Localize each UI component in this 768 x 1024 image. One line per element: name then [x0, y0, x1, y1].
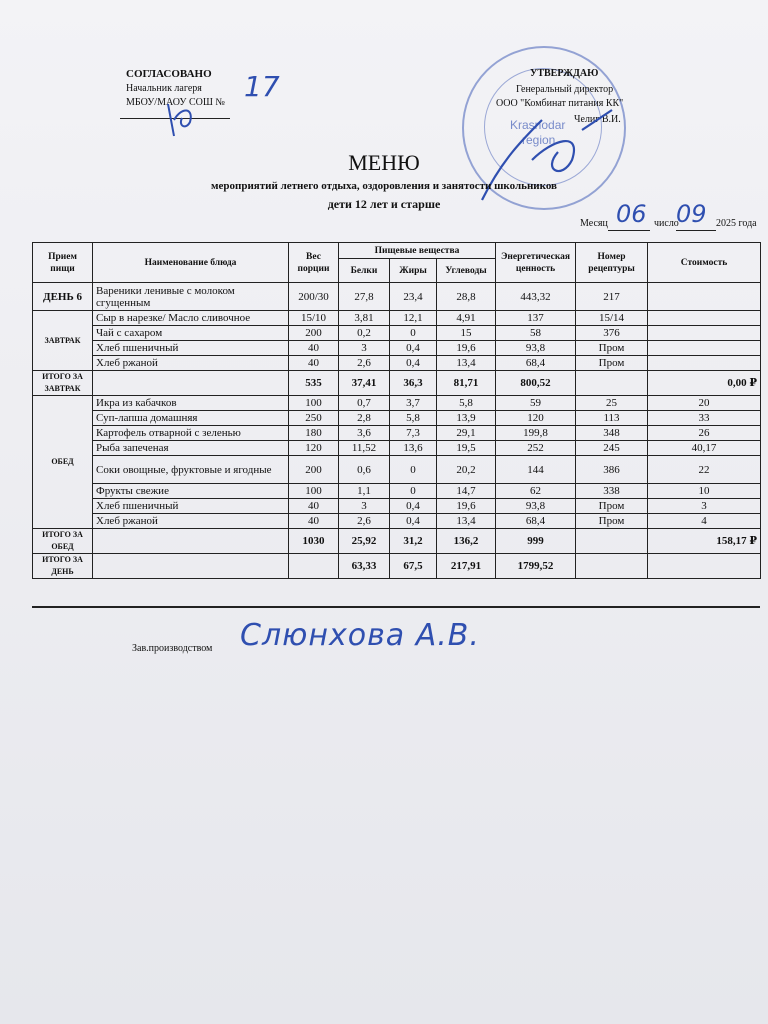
energy: 68,4 [496, 514, 576, 529]
dish-name-empty [93, 371, 289, 396]
table-row [33, 326, 761, 341]
carbs: 81,71 [437, 371, 496, 396]
total-label: ИТОГО ЗА ЗАВТРАК [33, 371, 93, 396]
protein: 2,6 [339, 514, 390, 529]
weight: 40 [289, 514, 339, 529]
menu-table [32, 242, 761, 579]
day-label: число [654, 218, 679, 229]
recipe-empty [576, 371, 648, 396]
fat: 5,8 [390, 411, 437, 426]
recipe: 376 [576, 326, 648, 341]
table-row [33, 283, 761, 311]
subtitle-age: дети 12 лет и старше [327, 197, 441, 211]
signature-handwritten: Слюнхова А.В. [240, 618, 480, 653]
table-row [33, 311, 761, 326]
fat: 13,6 [390, 441, 437, 456]
energy: 999 [496, 529, 576, 554]
carbs: 13,9 [437, 411, 496, 426]
table-row [33, 499, 761, 514]
weight: 100 [289, 396, 339, 411]
protein: 63,33 [339, 554, 390, 579]
dish-name-empty [93, 529, 289, 554]
director-label: Генеральный директор [516, 84, 614, 95]
recipe: 113 [576, 411, 648, 426]
cost [648, 311, 761, 326]
dish-name: Чай с сахаром [93, 326, 289, 341]
day-value: 09 [676, 200, 707, 228]
fat: 3,7 [390, 396, 437, 411]
weight: 200 [289, 456, 339, 484]
carbs: 217,91 [437, 554, 496, 579]
dish-name: Сыр в нарезке/ Масло сливочное [93, 311, 289, 326]
cost: 20 [648, 396, 761, 411]
carbs: 15 [437, 326, 496, 341]
cost [648, 356, 761, 371]
fat: 0,4 [390, 514, 437, 529]
day-underline [676, 230, 716, 231]
weight-empty [289, 554, 339, 579]
dish-name-empty [93, 554, 289, 579]
protein: 2,6 [339, 356, 390, 371]
breakfast-total-row [33, 371, 761, 396]
cost: 158,17 ₽ [648, 529, 761, 554]
weight: 120 [289, 441, 339, 456]
cost-empty [648, 554, 761, 579]
table-row [33, 356, 761, 371]
fat: 0,4 [390, 341, 437, 356]
energy: 144 [496, 456, 576, 484]
carbs: 13,4 [437, 514, 496, 529]
fat: 0 [390, 326, 437, 341]
dish-name: Хлеб ржаной [93, 514, 289, 529]
energy: 137 [496, 311, 576, 326]
table-row [33, 341, 761, 356]
cost: 40,17 [648, 441, 761, 456]
day-label: ДЕНЬ 6 [33, 283, 93, 311]
energy: 93,8 [496, 341, 576, 356]
header-meal: Прием пищи [33, 243, 93, 283]
carbs: 19,5 [437, 441, 496, 456]
cost: 4 [648, 514, 761, 529]
table-row [33, 396, 761, 411]
dish-name: Хлеб пшеничный [93, 499, 289, 514]
table-bottom-rule [32, 606, 760, 608]
cost: 33 [648, 411, 761, 426]
recipe: Пром [576, 341, 648, 356]
table-row [33, 426, 761, 441]
weight: 40 [289, 341, 339, 356]
protein: 0,2 [339, 326, 390, 341]
header-nutrients: Пищевые вещества [339, 243, 496, 259]
fat: 0,4 [390, 499, 437, 514]
approved-label: УТВЕРЖДАЮ [530, 68, 599, 79]
carbs: 136,2 [437, 529, 496, 554]
protein: 3,6 [339, 426, 390, 441]
recipe: Пром [576, 499, 648, 514]
table-row [33, 456, 761, 484]
recipe: 25 [576, 396, 648, 411]
cost [648, 326, 761, 341]
fat: 31,2 [390, 529, 437, 554]
energy: 59 [496, 396, 576, 411]
stamp-region: region [522, 133, 556, 147]
fat: 7,3 [390, 426, 437, 441]
weight: 180 [289, 426, 339, 441]
fat: 0 [390, 456, 437, 484]
protein: 0,7 [339, 396, 390, 411]
table-row [33, 484, 761, 499]
dish-name: Хлеб пшеничный [93, 341, 289, 356]
energy: 62 [496, 484, 576, 499]
header-dish: Наименование блюда [93, 243, 289, 283]
cost [648, 341, 761, 356]
dish-name: Хлеб ржаной [93, 356, 289, 371]
weight: 1030 [289, 529, 339, 554]
header-recipe: Номер рецептуры [576, 243, 648, 283]
protein: 3 [339, 499, 390, 514]
protein: 2,8 [339, 411, 390, 426]
dish-name: Суп-лапша домашняя [93, 411, 289, 426]
recipe: Пром [576, 514, 648, 529]
fat: 0 [390, 484, 437, 499]
company-label: ООО "Комбинат питания КК" [496, 98, 624, 109]
year-label: 2025 года [716, 218, 757, 229]
recipe: 338 [576, 484, 648, 499]
carbs: 20,2 [437, 456, 496, 484]
protein: 3,81 [339, 311, 390, 326]
breakfast-label: ЗАВТРАК [33, 311, 93, 371]
school-label: МБОУ/МАОУ СОШ № [126, 97, 225, 108]
energy: 120 [496, 411, 576, 426]
header-carbs: Углеводы [437, 259, 496, 283]
carbs: 19,6 [437, 499, 496, 514]
weight: 200/30 [289, 283, 339, 311]
protein: 3 [339, 341, 390, 356]
carbs: 29,1 [437, 426, 496, 441]
recipe: 15/14 [576, 311, 648, 326]
weight: 535 [289, 371, 339, 396]
recipe-empty [576, 554, 648, 579]
weight: 40 [289, 499, 339, 514]
header-energy: Энергетическая ценность [496, 243, 576, 283]
subtitle-events: мероприятий летнего отдыха, оздоровления и занятости школьников [211, 180, 557, 192]
fat: 36,3 [390, 371, 437, 396]
production-head-label: Зав.производством [132, 643, 213, 654]
header-protein: Белки [339, 259, 390, 283]
carbs: 5,8 [437, 396, 496, 411]
cost: 10 [648, 484, 761, 499]
recipe: 245 [576, 441, 648, 456]
recipe: 386 [576, 456, 648, 484]
recipe-empty [576, 529, 648, 554]
dish-name: Икра из кабачков [93, 396, 289, 411]
total-label: ИТОГО ЗА ДЕНЬ [33, 554, 93, 579]
cost: 3 [648, 499, 761, 514]
weight: 15/10 [289, 311, 339, 326]
energy: 443,32 [496, 283, 576, 311]
dish-name: Картофель отварной с зеленью [93, 426, 289, 441]
carbs: 28,8 [437, 283, 496, 311]
header-cost: Стоимость [648, 243, 761, 283]
table-row [33, 411, 761, 426]
protein: 0,6 [339, 456, 390, 484]
total-label: ИТОГО ЗА ОБЕД [33, 529, 93, 554]
energy: 252 [496, 441, 576, 456]
table-row [33, 514, 761, 529]
cost: 22 [648, 456, 761, 484]
energy: 800,52 [496, 371, 576, 396]
stamp-city: Krasnodar [510, 118, 566, 132]
month-label: Месяц [580, 218, 608, 229]
agreed-label: СОГЛАСОВАНО [126, 68, 212, 80]
weight: 100 [289, 484, 339, 499]
energy: 68,4 [496, 356, 576, 371]
carbs: 13,4 [437, 356, 496, 371]
protein: 1,1 [339, 484, 390, 499]
month-value: 06 [616, 200, 647, 228]
weight: 250 [289, 411, 339, 426]
cost [648, 283, 761, 311]
table-row [33, 441, 761, 456]
signature-mark-left [160, 96, 200, 140]
dish-name: Фрукты свежие [93, 484, 289, 499]
energy: 199,8 [496, 426, 576, 441]
fat: 23,4 [390, 283, 437, 311]
energy: 1799,52 [496, 554, 576, 579]
protein: 37,41 [339, 371, 390, 396]
energy: 93,8 [496, 499, 576, 514]
carbs: 19,6 [437, 341, 496, 356]
lunch-label: ОБЕД [33, 396, 93, 529]
recipe: Пром [576, 356, 648, 371]
header-fat: Жиры [390, 259, 437, 283]
cost: 0,00 ₽ [648, 371, 761, 396]
cost: 26 [648, 426, 761, 441]
protein: 11,52 [339, 441, 390, 456]
protein: 25,92 [339, 529, 390, 554]
protein: 27,8 [339, 283, 390, 311]
fat: 0,4 [390, 356, 437, 371]
weight: 200 [289, 326, 339, 341]
day-total-row [33, 554, 761, 579]
dish-name: Вареники ленивые с молоком сгущенным [93, 283, 289, 311]
recipe: 217 [576, 283, 648, 311]
dish-name: Соки овощные, фруктовые и ягодные [93, 456, 289, 484]
school-number-handwritten: 17 [244, 70, 280, 103]
fat: 12,1 [390, 311, 437, 326]
fat: 67,5 [390, 554, 437, 579]
director-name: Челиг В.И. [574, 114, 621, 125]
lunch-total-row [33, 529, 761, 554]
header-weight: Вес порции [289, 243, 339, 283]
carbs: 4,91 [437, 311, 496, 326]
weight: 40 [289, 356, 339, 371]
carbs: 14,7 [437, 484, 496, 499]
energy: 58 [496, 326, 576, 341]
camp-head-label: Начальник лагеря [126, 83, 202, 94]
recipe: 348 [576, 426, 648, 441]
dish-name: Рыба запеченая [93, 441, 289, 456]
month-underline [608, 230, 650, 231]
page-title: МЕНЮ [348, 150, 420, 175]
